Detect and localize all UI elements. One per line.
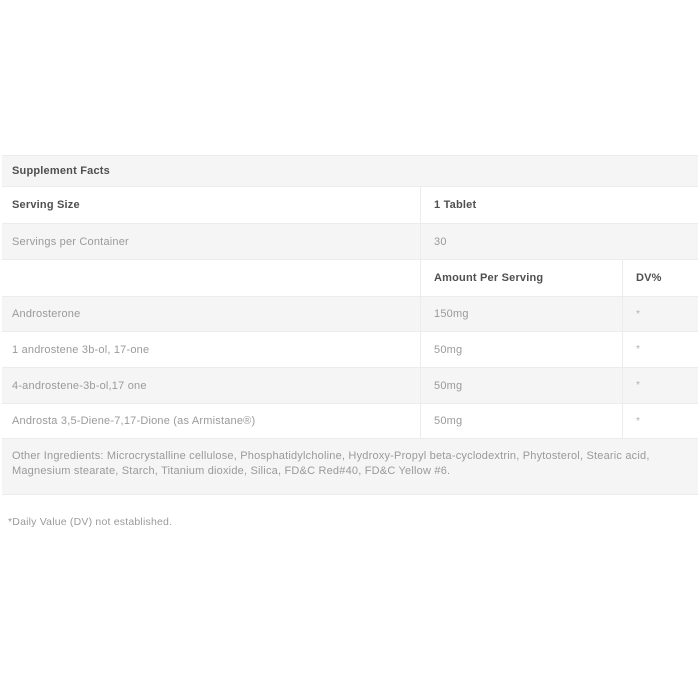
ingredient-amount: 150mg	[420, 297, 622, 331]
daily-value-footnote: *Daily Value (DV) not established.	[8, 516, 173, 528]
other-ingredients-text: Other Ingredients: Microcrystalline cellulose, Phosphatidylcholine, Hydroxy-Propyl beta-cyclodextrin, Phytosterol, Stearic acid, Magnesium stearate, Starch, Titanium dioxide, Silica, FD&C Red#40, FD&C Yellow #6.	[12, 450, 650, 477]
ingredient-name: 1 androstene 3b-ol, 17-one	[12, 343, 150, 356]
column-header-row	[2, 260, 698, 297]
ingredient-dv: *	[622, 332, 698, 367]
ingredient-amount: 50mg	[420, 368, 622, 403]
ingredient-amount: 50mg	[420, 332, 622, 367]
table-title-row	[2, 156, 698, 187]
ingredient-dv: *	[622, 368, 698, 403]
ingredient-row	[2, 297, 698, 332]
dv-percent-header: DV%	[622, 260, 698, 296]
servings-per-container-row	[2, 224, 698, 260]
table-title: Supplement Facts	[12, 165, 110, 177]
ingredient-row	[2, 332, 698, 368]
ingredient-row	[2, 368, 698, 404]
supplement-facts-table	[2, 155, 698, 495]
ingredient-dv: *	[622, 297, 698, 331]
ingredient-amount: 50mg	[420, 404, 622, 438]
amount-per-serving-header: Amount Per Serving	[420, 260, 622, 296]
ingredient-row	[2, 404, 698, 439]
ingredient-dv: *	[622, 404, 698, 438]
ingredient-name: Androsterone	[12, 308, 81, 320]
ingredient-name: 4-androstene-3b-ol,17 one	[12, 379, 147, 392]
serving-size-value: 1 Tablet	[420, 187, 698, 223]
ingredient-name: Androsta 3,5-Diene-7,17-Dione (as Armistane®)	[12, 415, 256, 427]
empty-header-cell	[2, 260, 420, 296]
serving-size-row	[2, 187, 698, 224]
servings-per-container-value: 30	[420, 224, 698, 259]
other-ingredients-row	[2, 439, 698, 495]
servings-per-container-label: Servings per Container	[12, 235, 129, 248]
serving-size-label: Serving Size	[12, 199, 80, 211]
